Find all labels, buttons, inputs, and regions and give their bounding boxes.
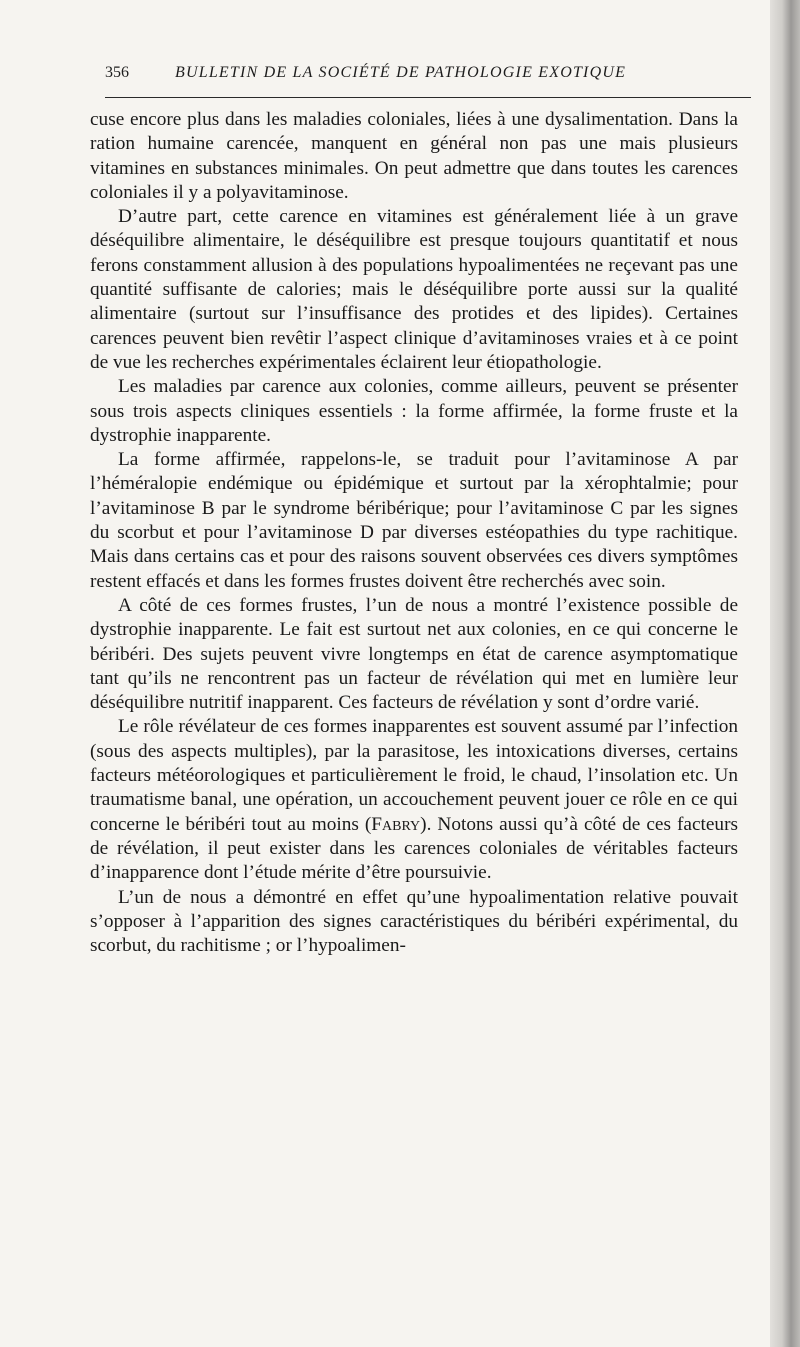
- paragraph-7: L’un de nous a démontré en effet qu’une hypoalimentation relative pouvait s’opposer à l’apparition des signes caractéristiques du béribéri expérimental, du scorbut, du rachitisme ; or l’hypoalimen-: [90, 886, 738, 957]
- body-text: [90, 108, 738, 958]
- book-gutter-shadow: [770, 0, 800, 1347]
- paragraph-6-text-a: Le rôle révélateur de ces formes inapparentes est souvent assumé par l’infection (sous des aspects multiples), par la parasitose, les intoxications diverses, certains facteurs météorologiques et particulièrement le froid, le chaud, l’insolation etc. Un traumatisme banal, une opération, un accouchement peuvent jouer ce rôle en ce qui concerne le béribéri tout au moins (: [90, 716, 738, 835]
- paragraph-2: D’autre part, cette carence en vitamines est généralement liée à un grave déséquilibre alimentaire, le déséquilibre est presque toujours quantitatif et nous ferons constamment allusion à des populations hypoalimentées ne reçevant pas une quantité suffisante de calories; mais le déséquilibre porte aussi sur la qualité alimentaire (surtout sur l’insuffisance des protides et des lipides). Certaines carences peuvent bien revêtir l’aspect clinique d’avitaminoses vraies et à ce point de vue les recherches expérimentales éclairent leur étiopathologie.: [90, 206, 738, 373]
- running-title: BULLETIN DE LA SOCIÉTÉ DE PATHOLOGIE EXOTIQUE: [175, 64, 627, 81]
- paragraph-6: [90, 715, 738, 885]
- paragraph-3: Les maladies par carence aux colonies, comme ailleurs, peuvent se présenter sous trois aspects cliniques essentiels : la forme affirmée, la forme fruste et la dystrophie inapparente.: [90, 376, 738, 446]
- page-number: 356: [105, 64, 129, 81]
- paragraph-4: La forme affirmée, rappelons-le, se traduit pour l’avitaminose A par l’héméralopie endémique ou épidémique et surtout par la xérophtalmie; pour l’avitaminose B par le syndrome béribérique; pour l’avitaminose C par les signes du scorbut et pour l’avitaminose D par diverses estéopathies du type rachitique. Mais dans certains cas et pour des raisons souvent observées ces divers symptômes restent effacés et dans les formes frustes doivent être recherchés avec soin.: [90, 449, 738, 592]
- running-header: [105, 64, 739, 88]
- paragraph-5: A côté de ces formes frustes, l’un de nous a montré l’existence possible de dystrophie inapparente. Le fait est surtout net aux colonies, en ce qui concerne le béribéri. Des sujets peuvent vivre longtemps en état de carence asymptomatique tant qu’ils ne rencontrent pas un facteur de révélation qui met en lumière leur déséquilibre nutritif inapparent. Ces facteurs de révélation y sont d’ordre varié.: [90, 594, 738, 714]
- paragraph-1: cuse encore plus dans les maladies coloniales, liées à une dysalimentation. Dans la ration humaine carencée, manquent en général non pas une mais plusieurs vitamines en substances minimales. On peut admettre que dans toutes les carences coloniales il y a polyavitaminose.: [90, 109, 738, 203]
- paragraph-6-text-b: ). Notons aussi qu’à côté de ces facteurs de révélation, il peut exister dans les carences coloniales de véritables facteurs d’inapparence dont l’étude mérite d’être poursuivie.: [90, 813, 738, 884]
- author-citation: Fabry: [371, 813, 421, 835]
- header-rule: [105, 97, 751, 98]
